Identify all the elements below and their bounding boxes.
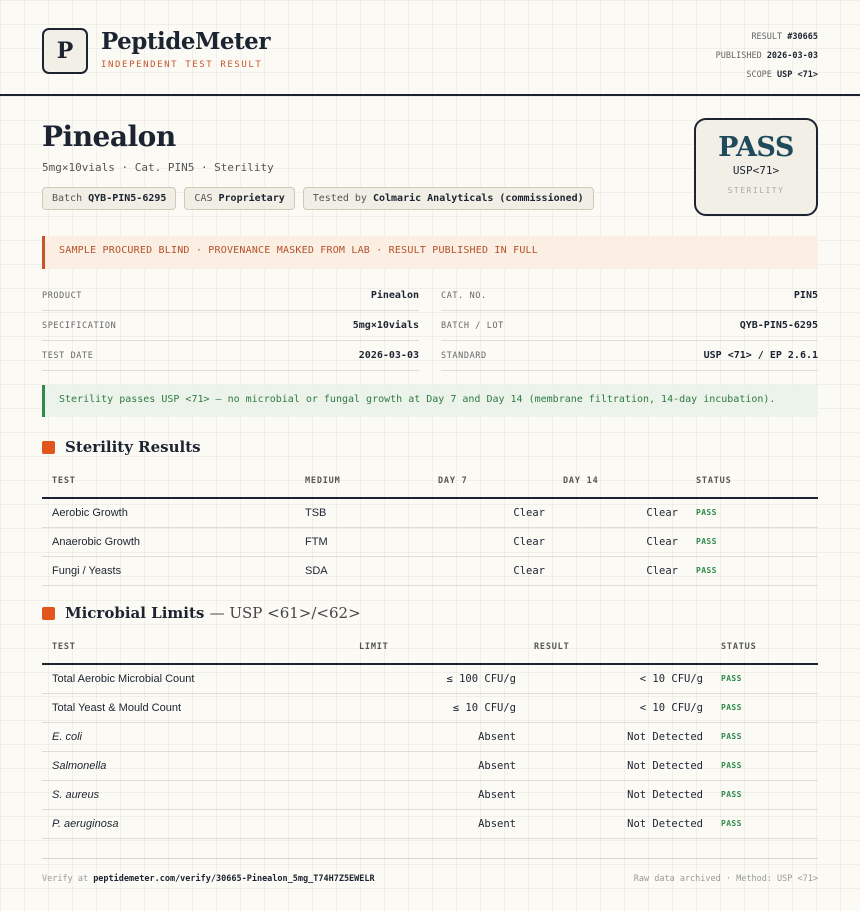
product-title: Pinealon xyxy=(42,120,176,153)
day14-result: Clear xyxy=(553,556,686,585)
microbial-table xyxy=(42,631,818,839)
spec-value: 2026-03-03 xyxy=(358,350,419,361)
result-meta xyxy=(716,28,818,85)
day7-result: Clear xyxy=(428,498,553,527)
brand-tagline: INDEPENDENT TEST RESULT xyxy=(101,60,263,70)
section-title-sub: — USP <61>/<62> xyxy=(209,604,361,622)
day7-result: Clear xyxy=(428,556,553,585)
status-badge: PASS xyxy=(686,556,818,585)
sterility-summary-banner: Sterility passes USP <71> — no microbial or fungal growth at Day 7 and Day 14 (membrane filtration, 14-day incubation). xyxy=(42,385,818,417)
spec-label: STANDARD xyxy=(441,350,487,361)
chip-value: Proprietary xyxy=(218,193,285,204)
result: < 10 CFU/g xyxy=(524,693,711,722)
test-name: Total Yeast & Mould Count xyxy=(42,693,349,722)
column-header: TEST xyxy=(42,465,295,498)
column-header: LIMIT xyxy=(349,631,524,664)
table-row xyxy=(42,498,818,527)
status-badge: PASS xyxy=(711,751,818,780)
table-row xyxy=(42,556,818,585)
spec-row xyxy=(42,341,818,371)
column-header: DAY 7 xyxy=(428,465,553,498)
test-name: Total Aerobic Microbial Count xyxy=(42,664,349,693)
chip-label: Tested by xyxy=(312,193,367,204)
spec-label: SPECIFICATION xyxy=(42,320,117,331)
column-header: RESULT xyxy=(524,631,711,664)
chip-value: Colmaric Analyticals (commissioned) xyxy=(372,193,584,204)
batch-chip xyxy=(42,187,176,210)
day14-result: Clear xyxy=(553,527,686,556)
spec-row xyxy=(42,281,818,311)
day14-result: Clear xyxy=(553,498,686,527)
table-header-row xyxy=(42,631,818,664)
spec-cell xyxy=(441,311,818,341)
result-label: RESULT xyxy=(751,32,783,42)
result-id: #30665 xyxy=(787,32,818,42)
limit: Absent xyxy=(349,780,524,809)
medium: SDA xyxy=(295,556,428,585)
medium: FTM xyxy=(295,527,428,556)
spec-value: PIN5 xyxy=(793,290,818,301)
brand-logo: P xyxy=(42,28,88,74)
result: Not Detected xyxy=(524,780,711,809)
result: Not Detected xyxy=(524,722,711,751)
status-badge: PASS xyxy=(711,664,818,693)
status-badge: PASS xyxy=(711,809,818,838)
spec-cell xyxy=(42,311,419,341)
chip-label: CAS xyxy=(194,193,213,204)
column-header: DAY 14 xyxy=(553,465,686,498)
sterility-table xyxy=(42,465,818,586)
spec-label: TEST DATE xyxy=(42,350,94,361)
spec-label: CAT. NO. xyxy=(441,290,487,301)
spec-cell xyxy=(441,341,818,371)
provenance-banner: SAMPLE PROCURED BLIND · PROVENANCE MASKED FROM LAB · RESULT PUBLISHED IN FULL xyxy=(42,236,818,269)
spec-value: Pinealon xyxy=(370,290,419,301)
sterility-section-title xyxy=(42,438,201,456)
result: < 10 CFU/g xyxy=(524,664,711,693)
brand-name: PeptideMeter xyxy=(101,28,270,55)
status-badge: PASS xyxy=(686,527,818,556)
test-name: E. coli xyxy=(42,722,349,751)
spec-value: QYB-PIN5-6295 xyxy=(739,320,818,331)
chip-label: Batch xyxy=(52,193,83,204)
limit: Absent xyxy=(349,722,524,751)
table-row xyxy=(42,780,818,809)
product-subtitle: 5mg×10vials · Cat. PIN5 · Sterility xyxy=(42,161,274,174)
stamp-verdict: PASS xyxy=(718,132,794,163)
spec-row xyxy=(42,311,818,341)
stamp-standard: USP<71> xyxy=(732,164,780,177)
section-marker-icon xyxy=(42,441,55,454)
table-row xyxy=(42,722,818,751)
status-badge: PASS xyxy=(711,722,818,751)
table-row xyxy=(42,751,818,780)
limit: Absent xyxy=(349,751,524,780)
status-badge: PASS xyxy=(711,693,818,722)
published-date: 2026-03-03 xyxy=(766,51,818,61)
verify-line xyxy=(42,874,375,884)
result: Not Detected xyxy=(524,751,711,780)
spec-label: PRODUCT xyxy=(42,290,83,301)
verify-label: Verify at xyxy=(42,874,89,884)
limit: ≤ 10 CFU/g xyxy=(349,693,524,722)
spec-value: 5mg×10vials xyxy=(352,320,419,331)
column-header: MEDIUM xyxy=(295,465,428,498)
microbial-section-title xyxy=(42,604,361,622)
product-chips xyxy=(42,187,594,210)
spec-cell xyxy=(42,341,419,371)
status-badge: PASS xyxy=(711,780,818,809)
column-header: STATUS xyxy=(711,631,818,664)
spec-grid xyxy=(42,281,818,371)
section-marker-icon xyxy=(42,607,55,620)
table-row xyxy=(42,664,818,693)
column-header: STATUS xyxy=(686,465,818,498)
scope-value: USP <71> xyxy=(777,70,818,80)
test-name: Anaerobic Growth xyxy=(42,527,295,556)
spec-cell xyxy=(42,281,419,311)
verify-link[interactable]: peptidemeter.com/verify/30665-Pinealon_5mg_T74H7Z5EWELR xyxy=(93,874,375,884)
limit: ≤ 100 CFU/g xyxy=(349,664,524,693)
published-label: PUBLISHED xyxy=(715,51,762,61)
day7-result: Clear xyxy=(428,527,553,556)
section-title-main: Microbial Limits xyxy=(65,604,205,622)
column-header: TEST xyxy=(42,631,349,664)
scope-label: SCOPE xyxy=(746,70,772,80)
medium: TSB xyxy=(295,498,428,527)
table-row xyxy=(42,809,818,838)
stamp-scope: STERILITY xyxy=(727,186,785,195)
cas-chip xyxy=(184,187,294,210)
spec-value: USP <71> / EP 2.6.1 xyxy=(703,350,818,361)
spec-cell xyxy=(441,281,818,311)
spec-label: BATCH / LOT xyxy=(441,320,504,331)
test-name: Fungi / Yeasts xyxy=(42,556,295,585)
test-name: S. aureus xyxy=(42,780,349,809)
test-name: Aerobic Growth xyxy=(42,498,295,527)
table-row xyxy=(42,527,818,556)
pass-stamp xyxy=(694,118,818,216)
test-name: P. aeruginosa xyxy=(42,809,349,838)
table-header-row xyxy=(42,465,818,498)
status-badge: PASS xyxy=(686,498,818,527)
tested-by-chip xyxy=(303,187,594,210)
section-title-text: Sterility Results xyxy=(65,438,201,456)
result: Not Detected xyxy=(524,809,711,838)
section-title-text xyxy=(65,604,361,622)
table-row xyxy=(42,693,818,722)
chip-value: QYB-PIN5-6295 xyxy=(88,193,167,204)
report-header xyxy=(0,0,860,96)
footer-method: Raw data archived · Method: USP <71> xyxy=(633,874,818,884)
limit: Absent xyxy=(349,809,524,838)
test-name: Salmonella xyxy=(42,751,349,780)
report-footer xyxy=(42,858,818,884)
